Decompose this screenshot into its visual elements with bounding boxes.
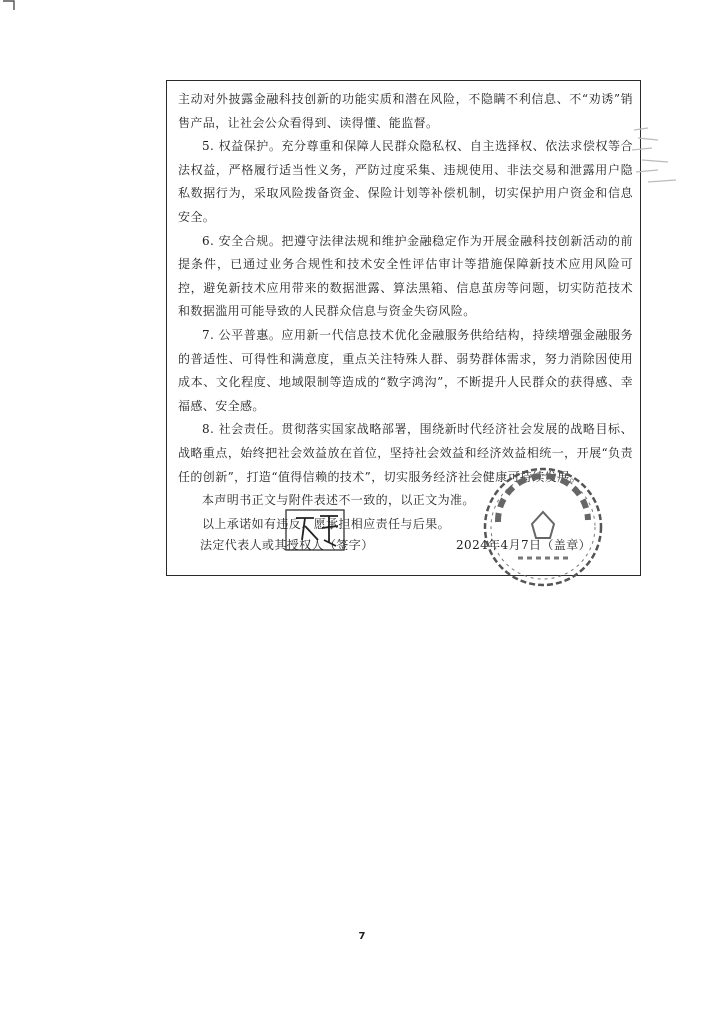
scan-corner-mark (2, 0, 16, 12)
paragraph-fair-inclusion: 7. 公平普惠。应用新一代信息技术优化金融服务供给结构，持续增强金融服务的普适性、可得性和满意度，重点关注特殊人群、弱势群体需求，努力消除因使用成本、文化程度、地域限制等造成的“数字鸿沟”，不断提升人民群众的获得感、幸福感、安全感。 (178, 327, 633, 413)
paragraph-safety-compliance: 6. 安全合规。把遵守法律法规和维护金融稳定作为开展金融科技创新活动的前提条件，已通过业务合规性和技术安全性评估审计等措施保障新技术应用风险可控，避免新技术应用带来的数据泄露、算法黑箱、信息茧房等问题，切实防范技术和数据滥用可能导致的人民群众信息与资金失窃风险。 (178, 233, 633, 319)
paragraph-commitment: 以上承诺如有违反，愿承担相应责任与后果。 (202, 516, 451, 531)
page-number: 7 (358, 931, 366, 942)
paragraph-text-precedence: 本声明书正文与附件表述不一致的，以正文为准。 (202, 493, 475, 508)
company-seal (478, 462, 608, 592)
paragraph-rights-protection: 5. 权益保护。充分尊重和保障人民群众隐私权、自主选择权、依法求偿权等合法权益，严格履行适当性义务，严防过度采集、违规使用、非法交易和泄露用户隐私数据行为，采取风险拨备资金、保险计划等补偿机制，切实保护用户资金和信息安全。 (178, 139, 633, 224)
signature-date: 2024年4月7日（盖章） (456, 538, 592, 552)
paragraph-disclosure-continued: 主动对外披露金融科技创新的功能实质和潜在风险，不隐瞒不利信息、不“劝诱”销售产品，让社会公众看得到、读得懂、能监督。 (178, 92, 633, 130)
paragraph-social-responsibility: 8. 社会责任。贯彻落实国家战略部署，围绕新时代经济社会发展的战略目标、战略重点，始终把社会效益放在首位，坚持社会效益和经济效益相统一，开展“负责任的创新”，打造“值得信赖的技术”，切实服务经济社会健康可持续发展。 (178, 422, 633, 484)
representative-signature-label: 法定代表人或其授权人（签字） (200, 538, 374, 552)
bleed-through-marks (628, 120, 688, 210)
